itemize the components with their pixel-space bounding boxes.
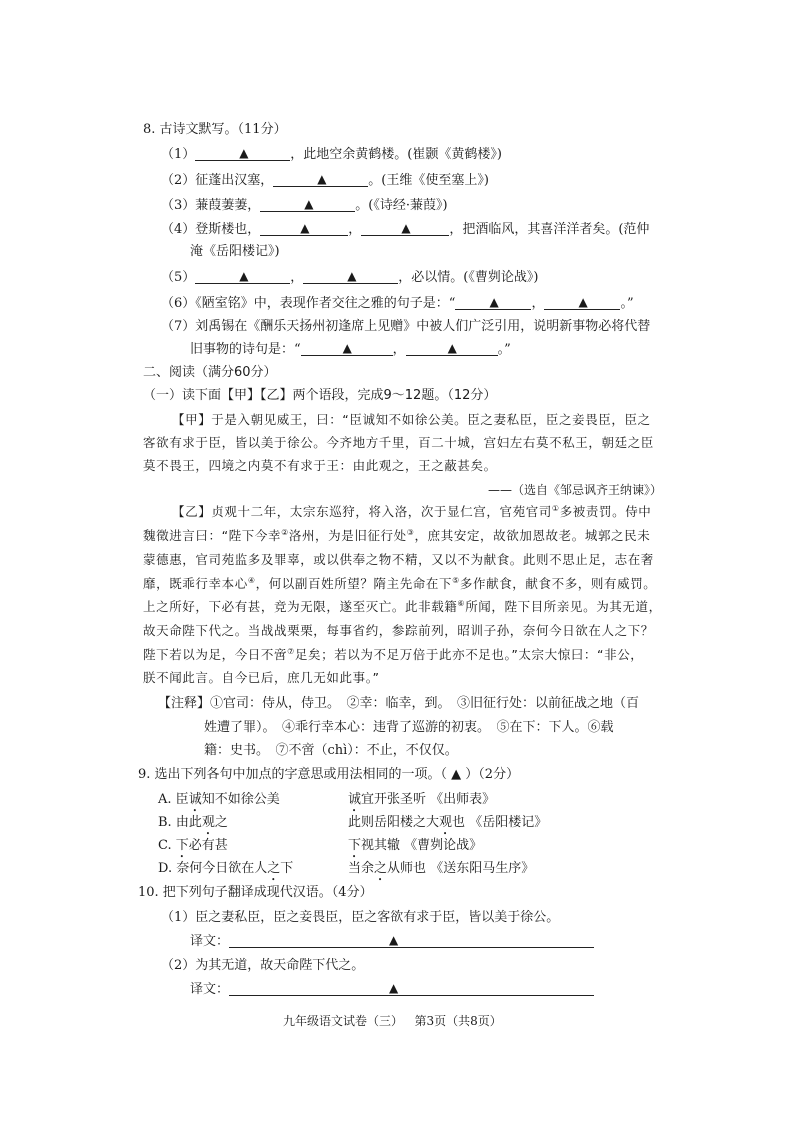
q9-option-d[interactable]: D. 奈何今日欲在人之下 bbox=[158, 861, 294, 876]
q8-item-4: （4）登斯楼也， ▲ ， ▲ ，把酒临风，其喜洋洋者矣。(范仲 bbox=[161, 221, 650, 237]
answer-blank[interactable] bbox=[195, 145, 290, 161]
page-footer bbox=[283, 1012, 502, 1029]
passage-jia-line: 莫不畏王，四境之内莫不有求于王：由此观之，王之蔽甚矣。 bbox=[143, 458, 497, 473]
triangle-marker-icon: ▲ bbox=[447, 341, 457, 355]
passage-jia-source: ——（选自《邹忌讽齐王纳谏》） bbox=[488, 483, 663, 497]
q9-option-b-compare: 此则岳阳楼之大观也 《岳阳楼记》 bbox=[348, 815, 548, 830]
q10-answer-2: 译文： ▲ bbox=[190, 978, 594, 997]
triangle-marker-icon: ▲ bbox=[389, 933, 399, 947]
q9-option-a-compare: 诚宜开张圣听 《出师表》 bbox=[348, 792, 496, 807]
q8-item-3: （3）蒹葭萋萋， ▲ 。(《诗经·蒹葭》) bbox=[161, 197, 448, 213]
passage-yi-line: 魏徵进言曰：“陛下今幸②洛州，为是旧征行处③，庶其安定，故欲加恩故老。城郭之民未 bbox=[143, 527, 651, 543]
q8-item-1: （1） ▲ ，此地空余黄鹤楼。(崔颢《黄鹤楼》) bbox=[161, 146, 502, 162]
passage-yi-line: 靡，既乖行幸本心④，何以副百姓所望？隋主先命在下⑤多作献食，献食不多，则有威罚。 bbox=[143, 575, 657, 591]
triangle-marker-icon: ▲ bbox=[239, 269, 249, 283]
reading-part-heading: （一）读下面【甲】【乙】两个语段，完成9～12题。（12分） bbox=[143, 388, 497, 403]
answer-blank[interactable] bbox=[544, 294, 620, 310]
answer-blank[interactable] bbox=[455, 294, 531, 310]
triangle-marker-icon: ▲ bbox=[342, 341, 352, 355]
answer-blank[interactable] bbox=[195, 268, 290, 284]
notes-line: 籍：史书。 ⑦不啻（chì）：不止，不仅仅。 bbox=[204, 743, 458, 758]
q9-option-a[interactable]: A. 臣诚知不如徐公美 bbox=[158, 792, 280, 807]
page-number: 第3页（共8页） bbox=[414, 1014, 502, 1028]
q8-item-6: （6）《陋室铭》中，表现作者交往之雅的句子是：“ ▲ ， ▲ 。” bbox=[161, 295, 634, 311]
section-heading: 二、阅读（满分60分） bbox=[143, 365, 277, 380]
q10-item-1: （1）臣之妻私臣，臣之妾畏臣，臣之客欲有求于臣，皆以美于徐公。 bbox=[161, 910, 560, 925]
answer-blank[interactable] bbox=[301, 340, 393, 356]
answer-blank[interactable] bbox=[406, 340, 498, 356]
triangle-marker-icon: ▲ bbox=[239, 146, 249, 160]
q9-option-c-compare: 下视其辙 《曹刿论战》 bbox=[348, 838, 483, 853]
passage-jia-line: 【甲】于是入朝见威王，曰：“臣诚知不如徐公美。臣之妻私臣，臣之妾畏臣，臣之 bbox=[172, 412, 651, 427]
paper-title: 九年级语文试卷（三） bbox=[283, 1014, 404, 1028]
triangle-marker-icon: ▲ bbox=[489, 295, 499, 309]
answer-blank[interactable] bbox=[303, 268, 398, 284]
answer-blank[interactable] bbox=[361, 220, 449, 236]
answer-blank[interactable] bbox=[273, 171, 368, 187]
triangle-marker-icon: ▲ bbox=[304, 197, 314, 211]
q10-answer-1: 译文： ▲ bbox=[190, 930, 594, 949]
q9-option-c[interactable]: C. 下必有甚 bbox=[158, 838, 228, 853]
passage-jia-line: 客欲有求于臣，皆以美于徐公。今齐地方千里，百二十城，宫妇左右莫不私王，朝廷之臣 bbox=[143, 435, 654, 450]
q8-item-4-cont: 淹《岳阳楼记》) bbox=[190, 244, 280, 259]
q9-option-b[interactable]: B. 由此观之 bbox=[158, 815, 228, 830]
triangle-marker-icon: ▲ bbox=[389, 981, 399, 995]
q10-title: 10. 把下列句子翻译成现代汉语。（4分） bbox=[138, 885, 373, 900]
q9-option-d-compare: 当余之从师也 《送东阳马生序》 bbox=[348, 861, 535, 876]
answer-blank[interactable] bbox=[260, 220, 348, 236]
translation-answer-line[interactable] bbox=[229, 932, 594, 948]
notes-line: 姓遭了罪）。 ④乖行幸本心：违背了巡游的初衷。 ⑤在下：下人。⑥载 bbox=[204, 720, 614, 735]
notes-line: 【注释】①官司：侍从，侍卫。 ②幸：临幸，到。 ③旧征行处：以前征战之地（百 bbox=[158, 696, 640, 711]
triangle-marker-icon: ▲ bbox=[300, 221, 310, 235]
passage-yi-line: 蒙德惠，官司苑监多及罪辜，或以供奉之物不精，又以不为献食。此则不思止足，志在奢 bbox=[143, 552, 654, 567]
q8-item-7: （7）刘禹锡在《酬乐天扬州初逢席上见赠》中被人们广泛引用，说明新事物必将代替 bbox=[161, 319, 651, 334]
answer-blank[interactable] bbox=[260, 196, 355, 212]
triangle-marker-icon: ▲ bbox=[317, 172, 327, 186]
q8-item-2: （2）征蓬出汉塞， ▲ 。(王维《使至塞上》) bbox=[161, 172, 489, 188]
passage-yi-line: 【乙】贞观十二年，太宗东巡狩，将入洛，次于显仁宫，官苑官司①多被责罚。侍中 bbox=[172, 503, 652, 519]
triangle-marker-icon: ▲ bbox=[401, 221, 411, 235]
q8-item-5: （5） ▲ ， ▲ ，必以情。(《曹刿论战》) bbox=[161, 269, 539, 285]
triangle-marker-icon: ▲ bbox=[347, 269, 357, 283]
q8-item-7-cont: 旧事物的诗句是：“ ▲ ， ▲ 。” bbox=[190, 341, 511, 357]
triangle-marker-icon: ▲ bbox=[578, 295, 588, 309]
passage-yi-line: 故天命陛下代之。当战战栗栗，每事省约，参踪前列，昭训子孙，奈何今日欲在人之下？ bbox=[143, 623, 654, 638]
passage-yi-line: 上之所好，下必有甚，竞为无限，遂至灭亡。此非载籍⑥所闻，陛下目所亲见。为其无道， bbox=[143, 598, 662, 614]
translation-answer-line[interactable] bbox=[229, 980, 594, 996]
q8-title: 8. 古诗文默写。（11分） bbox=[143, 122, 287, 137]
q10-item-2: （2）为其无道，故天命陛下代之。 bbox=[161, 958, 365, 973]
q9-title: 9. 选出下列各句中加点的字意思或用法相同的一项。（ ▲ ）（2分） bbox=[138, 767, 520, 782]
passage-yi-line: 朕不闻此言。自今已后，庶几无如此事。” bbox=[143, 670, 380, 685]
passage-yi-line: 陛下若以为足，今日不啻⑦足矣；若以为不足万倍于此亦不足也。”太宗大惊曰：“非公， bbox=[143, 646, 644, 662]
